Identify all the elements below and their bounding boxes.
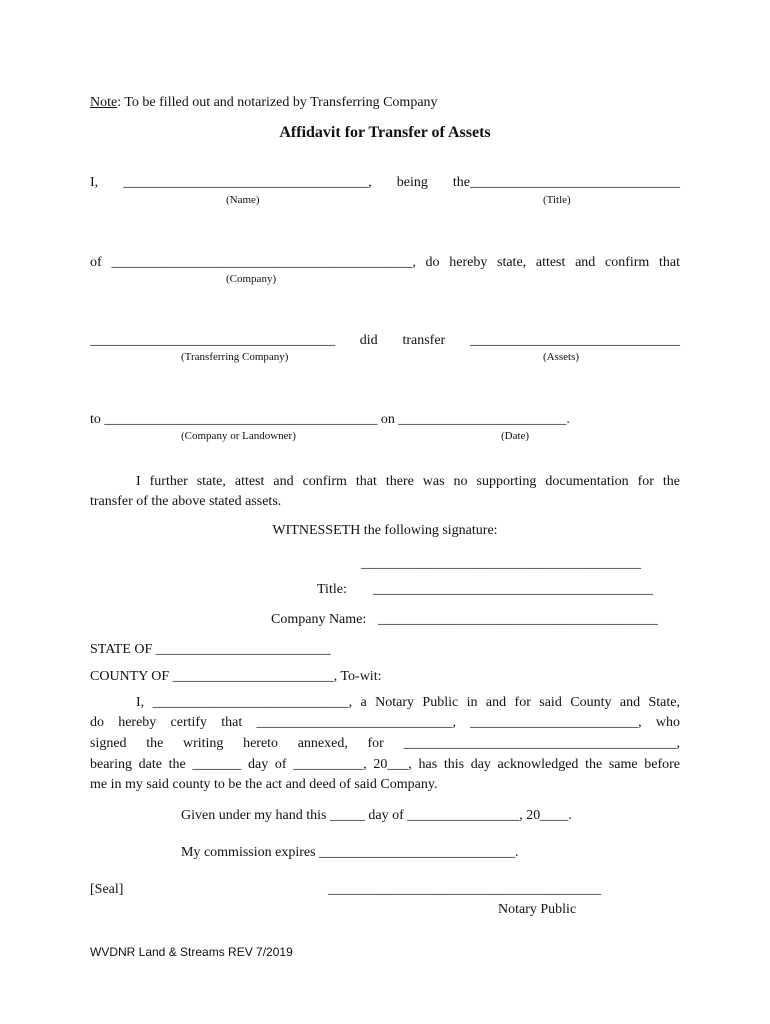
- signature-line: ________________________________________: [361, 556, 641, 571]
- further-statement-line1: I further state, attest and confirm that there was no supporting documentation for the: [136, 474, 680, 489]
- footer-revision: WVDNR Land & Streams REV 7/2019: [90, 945, 293, 959]
- notary-line3: signed the writing hereto annexed, for _______________________________________,: [90, 736, 680, 751]
- caption-name: (Name): [226, 194, 260, 206]
- witness-heading: WITNESSETH the following signature:: [272, 523, 498, 538]
- state-line: STATE OF _________________________: [90, 642, 331, 657]
- caption-company: (Company): [226, 273, 277, 285]
- note-label: Note: [90, 95, 118, 110]
- given-line: Given under my hand this _____ day of ________________, 20____.: [181, 808, 572, 823]
- seal-label: [Seal]: [90, 882, 124, 897]
- caption-title: (Title): [543, 194, 571, 206]
- notary-line5: me in my said county to be the act and deed of said Company.: [90, 777, 438, 792]
- name-title-line: I, ___________________________________, being the______________________________: [90, 175, 680, 190]
- witness-company-line: ________________________________________: [378, 612, 658, 627]
- commission-line: My commission expires ____________________________.: [181, 845, 519, 860]
- company-line: of ___________________________________________, do hereby state, attest and confirm that: [90, 255, 680, 270]
- notary-line1: I, ____________________________, a Notary Public in and for said County and State,: [136, 695, 680, 710]
- note-text: : To be filled out and notarized by Transferring Company: [117, 95, 438, 110]
- witness-title-line: ________________________________________: [373, 582, 653, 597]
- page-title: Affidavit for Transfer of Assets: [279, 124, 491, 141]
- county-line: COUNTY OF _______________________, To-wit:: [90, 669, 382, 684]
- transfer-line: ___________________________________ did transfer ______________________________: [90, 333, 680, 348]
- note-line: [90, 95, 438, 111]
- caption-date: (Date): [501, 430, 530, 442]
- caption-assets: (Assets): [543, 351, 580, 363]
- caption-transferring-company: (Transferring Company): [181, 351, 289, 363]
- notary-public-label: Notary Public: [498, 902, 577, 917]
- notary-line4: bearing date the _______ day of __________, 20___, has this day acknowledged the same before: [90, 757, 680, 772]
- further-statement-line2: transfer of the above stated assets.: [90, 494, 282, 509]
- notary-signature-line: _______________________________________: [328, 882, 601, 897]
- recipient-line: to _______________________________________ on ________________________.: [90, 412, 570, 427]
- witness-title-label: Title:: [317, 582, 347, 597]
- witness-company-label: Company Name:: [271, 612, 367, 627]
- caption-company-or-landowner: (Company or Landowner): [181, 430, 296, 442]
- notary-line2: do hereby certify that ____________________________, ________________________, who: [90, 715, 680, 730]
